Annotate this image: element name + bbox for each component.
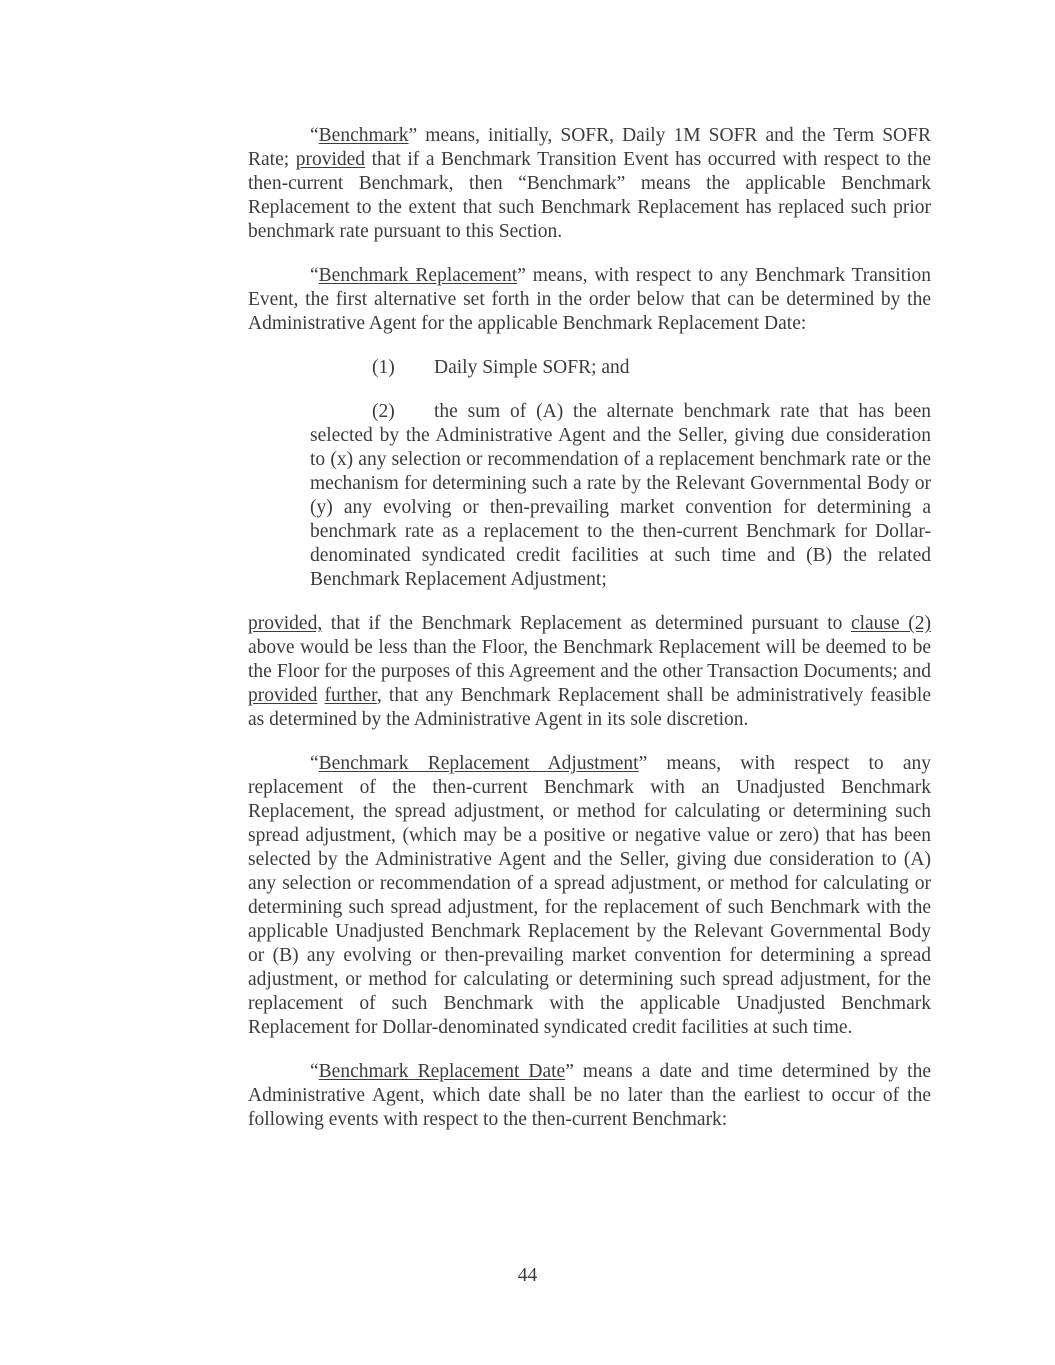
space	[317, 685, 324, 706]
proviso-paragraph	[248, 612, 931, 732]
definition-benchmark	[248, 124, 931, 244]
open-quote: “	[310, 125, 319, 146]
list-item-text: the sum of (A) the alternate benchmark rate that has been selected by the Administrative Agent and the Seller, giving due consideration to (x) any selection or recommendation of a replacement benchmark rate or the mechanism for determining such a rate by the Relevant Governmental Body or (y) any evolving or then-prevailing market convention for determining a benchmark rate as a replacement to the then-current Benchmark for Dollar-denominated syndicated credit facilities at such time and (B) the related Benchmark Replacement Adjustment;	[310, 401, 931, 590]
definition-text: ” means a date and time determined by the Administrative Agent, which date shall be no later than the earliest to occur of the following events with respect to the then-current Benchmark:	[248, 1061, 931, 1130]
open-quote: “	[310, 1061, 319, 1082]
definition-text: ” means, with respect to any replacement of the then-current Benchmark with an Unadjusted Benchmark Replacement, the spread adjustment, or method for calculating or determining such spread adjustment, (which may be a positive or negative value or zero) that has been selected by the Administrative Agent and the Seller, giving due consideration to (A) any selection or recommendation of a spread adjustment, or method for calculating or determining such spread adjustment, for the replacement of such Benchmark with the applicable Unadjusted Benchmark Replacement by the Relevant Governmental Body or (B) any evolving or then-prevailing market convention for determining a spread adjustment, or method for calculating or determining such spread adjustment, for the replacement of such Benchmark with the applicable Unadjusted Benchmark Replacement for Dollar-denominated syndicated credit facilities at such time.	[248, 753, 931, 1038]
clause-reference: clause (2)	[850, 613, 931, 634]
further-term: further	[324, 685, 377, 706]
page-number: 44	[517, 1265, 538, 1286]
definition-text: ” means, with respect to any Benchmark Transition Event, the first alternative set forth in the order below that can be determined by the Administrative Agent for the applicable Benchmark Replacement Date:	[248, 265, 931, 334]
list-number: (1)	[372, 357, 395, 378]
provided-term: provided	[248, 685, 318, 706]
list-number: (2)	[372, 401, 395, 422]
definition-benchmark-replacement	[248, 264, 931, 336]
proviso-text: above would be less than the Floor, the Benchmark Replacement will be deemed to be the Floor for the purposes of this Agreement and the other Transaction Documents; and	[248, 637, 931, 682]
provided-term: provided	[295, 149, 366, 170]
list-item-text: Daily Simple SOFR; and	[434, 357, 630, 378]
list-item-1	[310, 356, 931, 380]
defined-term-benchmark-replacement: Benchmark Replacement	[318, 265, 518, 286]
open-quote: “	[310, 753, 319, 774]
defined-term-benchmark-replacement-adjustment: Benchmark Replacement Adjustment	[318, 753, 639, 774]
definition-text: that if a Benchmark Transition Event has occurred with respect to the then-current Benchmark, then “Benchmark” means the applicable Benchmark Replacement to the extent that such Benchmark Replacement has replaced such prior benchmark rate pursuant to this Section.	[248, 149, 931, 242]
defined-term-benchmark: Benchmark	[318, 125, 409, 146]
open-quote: “	[310, 265, 319, 286]
document-body	[248, 124, 931, 1152]
definition-benchmark-replacement-date	[248, 1060, 931, 1132]
defined-term-benchmark-replacement-date: Benchmark Replacement Date	[318, 1061, 566, 1082]
list-item-2	[310, 400, 931, 592]
definition-benchmark-replacement-adjustment	[248, 752, 931, 1040]
definition-text: ” means, initially, SOFR, Daily 1M SOFR and the Term SOFR Rate;	[248, 125, 931, 170]
provided-term: provided,	[248, 613, 323, 634]
proviso-text: that if the Benchmark Replacement as determined pursuant to	[322, 613, 851, 634]
proviso-text: , that any Benchmark Replacement shall be administratively feasible as determined by the Administrative Agent in its sole discretion.	[248, 685, 932, 730]
